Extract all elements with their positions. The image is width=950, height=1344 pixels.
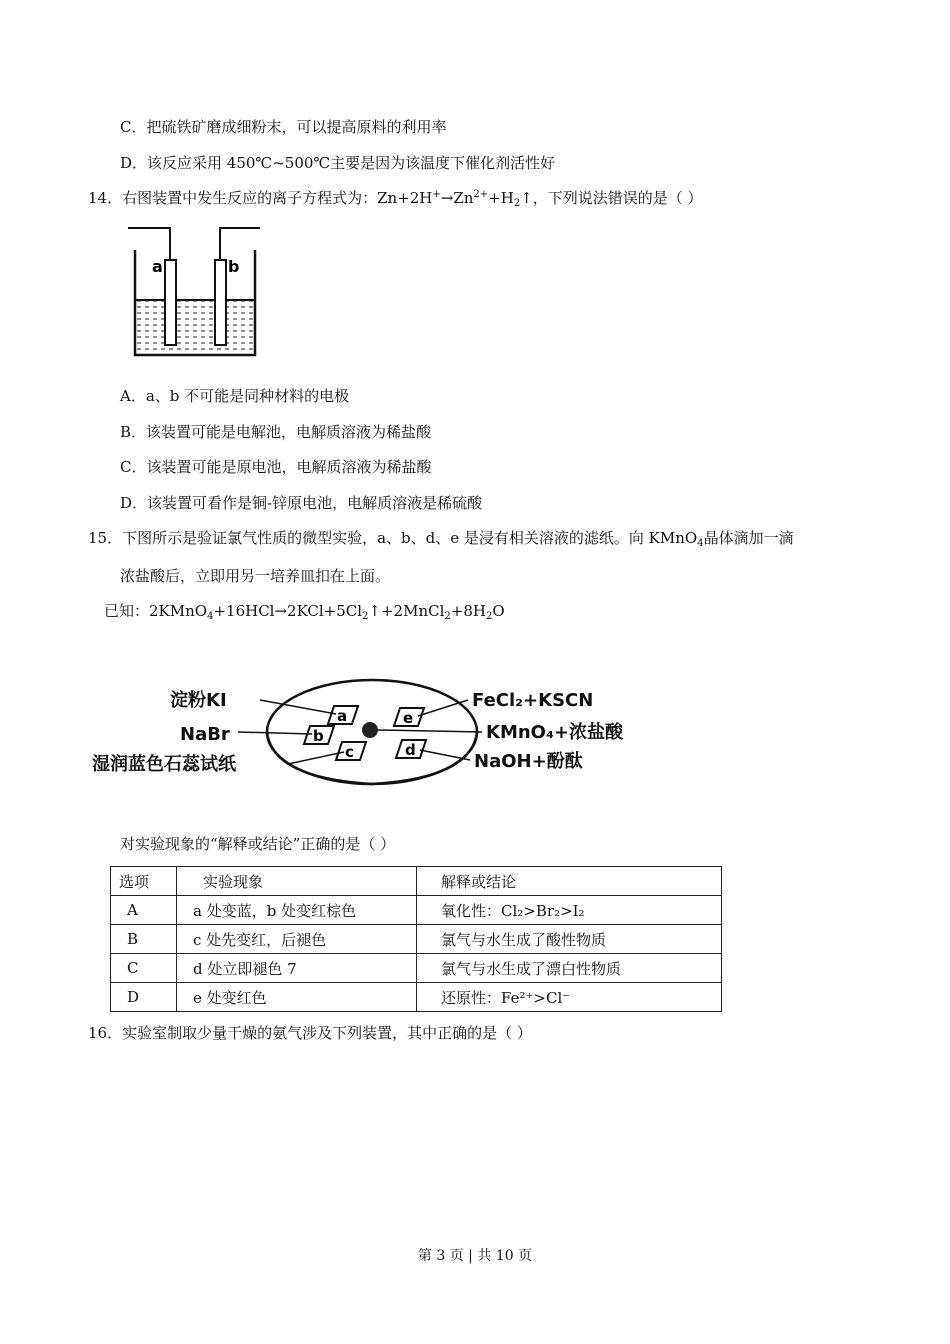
table-row bbox=[111, 954, 722, 983]
header-conclusion: 解释或结论 bbox=[417, 867, 722, 896]
q14-option-d: D．该装置可看作是铜-锌原电池，电解质溶液是稀硫酸 bbox=[120, 494, 483, 512]
q14-stem: 14．右图装置中发生反应的离子方程式为：$Zn+2H^+\to Zn^{2+}+H_2↑$，下列说法错误的是（ ） bbox=[88, 189, 703, 209]
q15-known-equation: 已知：$2KMnO_4+16HCl\to 2KCl+5Cl_2↑+2MnCl_2+8H_2O$ bbox=[104, 602, 505, 622]
electrode-a bbox=[165, 260, 176, 345]
table-row bbox=[111, 896, 722, 925]
petri-dish-figure bbox=[92, 660, 652, 800]
row-conclusion: 还原性：Fe²⁺>Cl⁻ bbox=[417, 983, 722, 1012]
row-option: A bbox=[111, 896, 177, 925]
paper-label-b: b bbox=[313, 727, 324, 745]
label-litmus-paper: 湿润蓝色石蕊试纸 bbox=[92, 754, 236, 775]
row-phenomenon: a 处变蓝，b 处变红棕色 bbox=[177, 896, 417, 925]
electrolysis-apparatus-figure bbox=[120, 220, 270, 370]
q14-option-b: B．该装置可能是电解池，电解质溶液为稀盐酸 bbox=[120, 423, 432, 441]
header-phenomenon: 实验现象 bbox=[177, 867, 417, 896]
header-option: 选项 bbox=[111, 867, 177, 896]
q14-option-c: C．该装置可能是原电池，电解质溶液为稀盐酸 bbox=[120, 458, 432, 476]
electrode-label-a: a bbox=[152, 257, 163, 276]
row-option: B bbox=[111, 925, 177, 954]
label-fecl2-kscn: FeCl₂+KSCN bbox=[472, 690, 594, 711]
row-conclusion: 氧化性：Cl₂>Br₂>I₂ bbox=[417, 896, 722, 925]
q15-options-table bbox=[110, 866, 722, 1012]
page-footer: 第 3 页 | 共 10 页 bbox=[417, 1248, 533, 1264]
row-phenomenon: e 处变红色 bbox=[177, 983, 417, 1012]
electrode-label-b: b bbox=[228, 257, 240, 276]
label-naoh-phenolphthalein: NaOH+酚酞 bbox=[474, 751, 583, 772]
table-row bbox=[111, 983, 722, 1012]
paper-label-d: d bbox=[405, 741, 416, 759]
q15-stem-line1: 15．下图所示是验证氯气性质的微型实验，a、b、d、e 是浸有相关溶液的滤纸。向 KMnO$_4$晶体滴加一滴 bbox=[88, 529, 794, 549]
row-option: C bbox=[111, 954, 177, 983]
kmno4-crystal bbox=[362, 722, 378, 738]
q13-option-c: C．把硫铁矿磨成细粉末，可以提高原料的利用率 bbox=[120, 118, 447, 136]
row-phenomenon: d 处立即褪色 7 bbox=[177, 954, 417, 983]
q14-option-a: A．a、b 不可能是同种材料的电极 bbox=[120, 387, 350, 405]
row-conclusion: 氯气与水生成了酸性物质 bbox=[417, 925, 722, 954]
paper-label-e: e bbox=[403, 709, 414, 727]
row-phenomenon: c 处先变红，后褪色 bbox=[177, 925, 417, 954]
table-header-row bbox=[111, 867, 722, 896]
label-starch-ki: 淀粉KI bbox=[170, 690, 227, 711]
label-nabr: NaBr bbox=[180, 724, 230, 745]
row-option: D bbox=[111, 983, 177, 1012]
label-kmno4-hcl: KMnO₄+浓盐酸 bbox=[486, 722, 623, 743]
q15-stem-line2: 浓盐酸后，立即用另一培养皿扣在上面。 bbox=[120, 567, 391, 585]
row-conclusion: 氯气与水生成了漂白性物质 bbox=[417, 954, 722, 983]
paper-label-a: a bbox=[337, 707, 348, 725]
paper-label-c: c bbox=[345, 743, 354, 761]
q16-stem: 16．实验室制取少量干燥的氨气涉及下列装置，其中正确的是（ ） bbox=[88, 1024, 532, 1042]
electrode-b bbox=[215, 260, 226, 345]
q15-table-caption: 对实验现象的“解释或结论”正确的是（ ） bbox=[120, 835, 396, 853]
q13-option-d: D．该反应采用 450℃~500℃主要是因为该温度下催化剂活性好 bbox=[120, 154, 556, 172]
table-row bbox=[111, 925, 722, 954]
